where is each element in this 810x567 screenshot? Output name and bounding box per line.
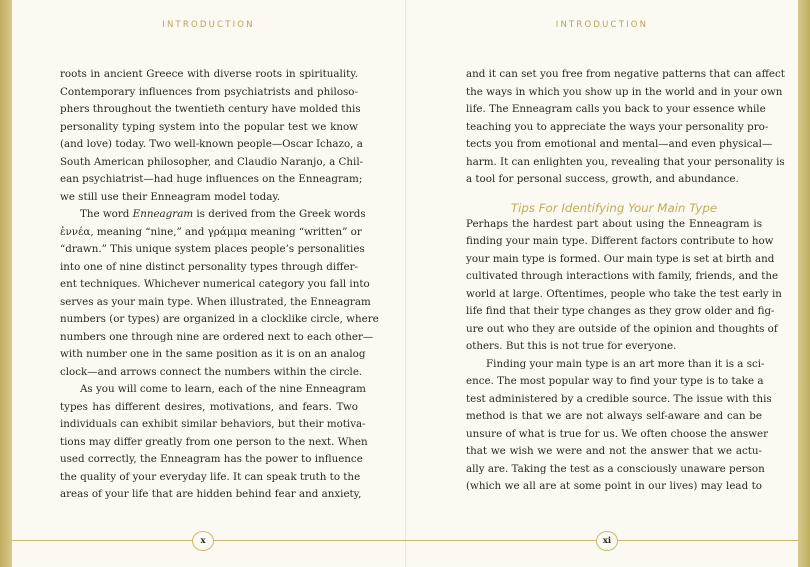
text-line: used correctly, the Enneagram has the power to influence — [60, 453, 363, 465]
text-line: cultivated through interactions with family, friends, and the — [466, 270, 779, 282]
text-line: ean psychiatrist—had huge influences on the Enneagram; — [60, 173, 363, 185]
text-line: Finding your main type is an art more than it is a sci- — [486, 357, 765, 370]
text-line: types has different desires, motivations, and fears. Two — [60, 400, 358, 413]
text-line: unsure of what is true for us. We often choose the answer — [466, 427, 769, 440]
paragraph-group — [466, 216, 782, 496]
paragraph-group — [466, 66, 785, 189]
text-line: test administered by a credible source. The issue with this — [466, 392, 772, 405]
right-page — [406, 0, 798, 567]
text-line: life. The Enneagram calls you back to your essence while — [466, 103, 766, 115]
left-page-edge — [0, 0, 12, 567]
text-line: phers throughout the twentieth century have molded this — [60, 103, 361, 115]
text-line: that we wish we were and not the answer that we actu- — [466, 445, 762, 457]
footer-rule — [12, 540, 798, 541]
text-line: ἐννέα, meaning “nine,” and γράμμα meaning “written” or — [60, 225, 362, 238]
text-line: tects you from emotional and mental—and even physical— — [466, 138, 773, 150]
text-line: others. But this is not true for everyone. — [466, 340, 677, 352]
text-line: individuals can exhibit similar behaviors, but their motiva- — [60, 418, 366, 430]
text-line: numbers (or types) are organized in a clocklike circle, where — [60, 313, 379, 325]
text-line: with number one in the same position as it is on an analog — [60, 348, 366, 360]
text-line: personality typing system into the popular test we know — [60, 120, 358, 133]
text-line: clock—and arrows connect the numbers within the circle. — [60, 365, 363, 378]
text-line: serves as your main type. When illustrated, the Enneagram — [60, 295, 371, 308]
text-line: (which we all are at some point in our lives) may lead to — [466, 480, 762, 492]
text-line: we still use their Enneagram model today. — [60, 190, 281, 203]
text-line: teaching you to appreciate the ways your personality pro- — [466, 120, 769, 133]
body-text — [466, 66, 785, 496]
page-number: xi — [596, 531, 618, 551]
book-spread — [12, 0, 798, 567]
section-subheading: Tips For Identifying Your Main Type — [510, 200, 718, 215]
right-page-edge — [798, 0, 810, 567]
text-line: South American philosopher, and Claudio Naranjo, a Chil- — [60, 155, 364, 168]
text-line: a tool for personal success, growth, and abundance. — [466, 173, 739, 185]
text-line: ent techniques. Whichever numerical category you fall into — [60, 278, 370, 290]
text-line: life find that their type changes as they grow older and fig- — [466, 305, 775, 317]
text-line: The word Enneagram is derived from the Greek words — [80, 208, 366, 220]
text-line: ally are. Taking the test as a consciously unaware person — [466, 462, 765, 475]
left-page — [12, 0, 405, 567]
text-line: numbers one through nine are ordered next to each other— — [60, 330, 374, 343]
page-number: x — [192, 531, 214, 551]
text-line: harm. It can enlighten you, revealing that your personality is — [466, 155, 785, 168]
text-line: areas of your life that are hidden behind fear and anxiety, — [60, 488, 362, 500]
running-head: INTRODUCTION — [555, 20, 649, 30]
text-line: As you will come to learn, each of the nine Enneagram — [80, 383, 366, 395]
body-text — [60, 66, 379, 504]
text-line: roots in ancient Greece with diverse roots in spirituality. — [60, 68, 358, 80]
text-line: method is that we are not always self-aware and can be — [466, 410, 762, 422]
text-line: the ways in which you show up in the world and in your own — [466, 85, 783, 98]
text-line: into one of nine distinct personality types through differ- — [60, 260, 358, 273]
running-head: INTRODUCTION — [162, 20, 255, 30]
text-line: world at large. Oftentimes, people who take the test early in — [466, 287, 782, 300]
text-line: (and love) today. Two well-known people—Oscar Ichazo, a — [60, 138, 363, 150]
text-line: the quality of your everyday life. It can speak truth to the — [60, 470, 361, 483]
text-line: ence. The most popular way to find your type is to take a — [466, 375, 764, 387]
text-line: Contemporary influences from psychiatrists and philoso- — [60, 85, 358, 98]
text-line: ure out who they are outside of the opinion and thoughts of — [466, 322, 778, 335]
text-line: and it can set you free from negative patterns that can affect — [466, 68, 785, 80]
text-line: “drawn.” This unique system places people’s personalities — [60, 243, 365, 255]
text-line: tions may differ greatly from one person to the next. When — [60, 435, 368, 448]
text-line: Perhaps the hardest part about using the Enneagram is — [466, 217, 762, 230]
text-line: finding your main type. Different factors contribute to how — [466, 235, 774, 247]
text-line: your main type is formed. Our main type is set at birth and — [466, 252, 775, 265]
